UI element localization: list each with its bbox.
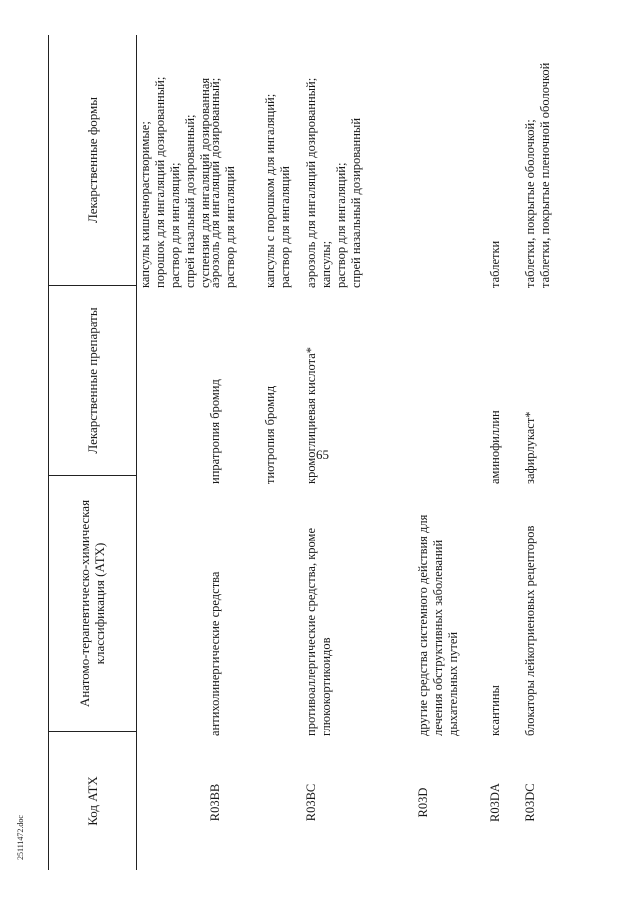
cell-forms-line: спрей назальный дозированный;: [183, 114, 197, 288]
cell-preparations: [208, 289, 223, 484]
cell-classification: другие средства системного действия для лечения обструктивных заболеваний дыхательных путей: [416, 514, 460, 736]
cell-preparations-line: аминофиллин: [488, 410, 502, 484]
cell-preparations-line: кромоглициевая кислота*: [304, 346, 318, 484]
cell-preparations-line: ипратропия бромид: [208, 379, 222, 484]
cell-forms: [263, 38, 293, 288]
header-classification: Анатомо-терапевтическо-химическая классификация (АТХ): [77, 499, 107, 708]
cell-forms: [304, 38, 364, 288]
header-bottom-border: [136, 35, 137, 870]
cell-forms-line: таблетки, покрытые пленочной оболочкой: [538, 62, 552, 288]
cell-code: R03BB: [208, 783, 222, 822]
cell-forms: [523, 38, 553, 288]
cell-forms-line: таблетки: [488, 240, 502, 288]
cell-forms-line: раствор для ингаляций: [278, 166, 292, 288]
cell-preparations: [304, 289, 319, 484]
cell-code: R03BC: [304, 783, 318, 822]
cell-forms-line: таблетки, покрытые оболочкой;: [523, 119, 537, 288]
cell-code: R03DC: [523, 783, 537, 822]
cell-classification: ксантины: [488, 685, 502, 736]
cell-preparations-line: зафирлукаст*: [523, 411, 537, 484]
drug-table: [48, 35, 622, 870]
cell-forms-line: капсулы с порошком для ингаляций;: [263, 93, 277, 288]
header-preparations: Лекарственные препараты: [84, 307, 100, 454]
cell-forms-line: аэрозоль для ингаляций дозированный;: [208, 77, 222, 288]
cell-classification: антихолинергические средства: [208, 571, 222, 736]
cell-forms-line: аэрозоль для ингаляций дозированный;: [304, 77, 318, 288]
cell-forms: [488, 38, 503, 288]
cell-forms-line: раствор для ингаляций: [223, 166, 237, 288]
cell-forms-line: спрей назальный дозированный: [349, 117, 363, 288]
header-forms: Лекарственные формы: [84, 96, 100, 224]
cell-forms-line: капсулы кишечнорастворимые;: [138, 121, 152, 288]
cell-preparations-line: тиотропия бромид: [263, 385, 277, 484]
cell-preparations: [523, 289, 538, 484]
file-label: 25111472.doc: [16, 815, 25, 860]
cell-code: R03DA: [488, 783, 502, 822]
cell-code: R03D: [416, 787, 430, 818]
cell-forms: [138, 38, 213, 288]
cell-preparations: [488, 289, 503, 484]
cell-forms-line: раствор для ингаляций;: [168, 162, 182, 288]
cell-forms-line: суспензия для ингаляций дозированная: [198, 77, 212, 288]
cell-forms-line: капсулы;: [319, 240, 333, 288]
cell-classification: блокаторы лейкотриеновых рецепторов: [523, 525, 537, 736]
page-number: 65: [316, 447, 329, 462]
cell-forms-line: порошок для ингаляций дозированный;: [153, 76, 167, 288]
cell-preparations: [263, 289, 278, 484]
header-code: Код АТХ: [84, 776, 100, 826]
cell-classification: противоаллергические средства, кроме глюкокортикоидов: [304, 527, 333, 736]
cell-forms: [208, 38, 238, 288]
cell-forms-line: раствор для ингаляций;: [334, 162, 348, 288]
